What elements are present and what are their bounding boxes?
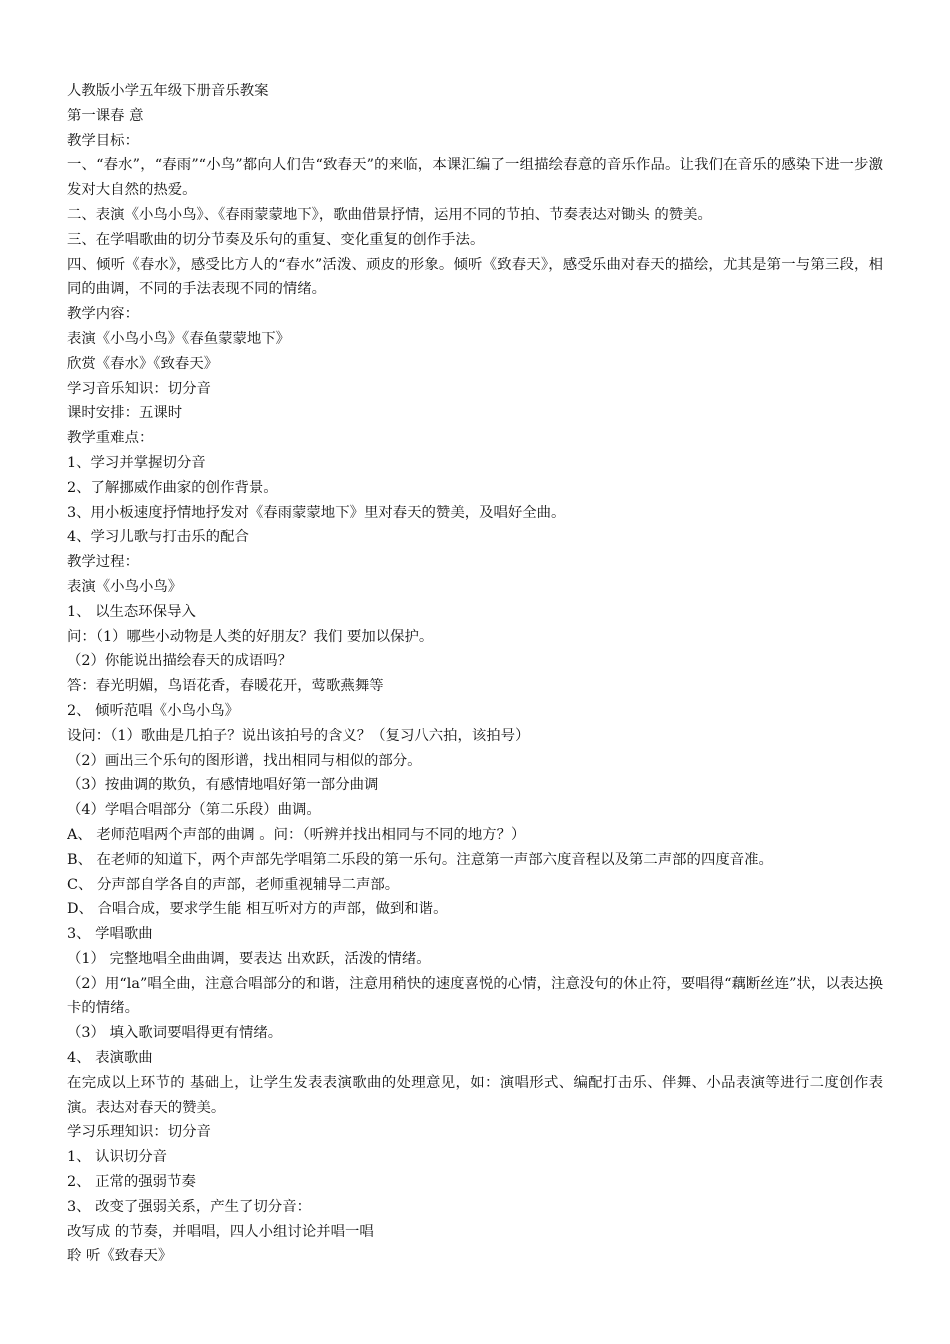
text-line: 1、学习并掌握切分音 [67,454,206,471]
text-line: 教学过程： [67,554,139,571]
text-line: 一、“春水”，“春雨”“小鸟”都向人们告“致春天”的来临，本课汇编了一组描绘春意的音乐作品。让我们在音乐的感染下进一步激发对大自然的热爱。 [67,157,883,199]
text-line: 4、学习儿歌与打击乐的配合 [67,529,249,546]
text-line: 问：（1）哪些小动物是人类的好朋友？我们 要加以保护。 [67,628,434,645]
text-line: 2、 倾听范唱《小鸟小鸟》 [67,702,240,719]
text-line: 学习乐理知识：切分音 [67,1124,211,1141]
text-line: 四、倾听《春水》，感受比方人的“春水”活泼、顽皮的形象。倾听《致春天》，感受乐曲对春天的描绘，尤其是第一与第三段，相同的曲调，不同的手法表现不同的情绪。 [67,256,883,298]
text-line: D、 合唱合成，要求学生能 相互听对方的声部，做到和谐。 [67,901,448,918]
text-line: （2）画出三个乐句的图形谱，找出相同与相似的部分。 [67,752,422,769]
text-line: 学习音乐知识：切分音 [67,380,211,397]
text-line: 教学重难点： [67,430,154,447]
text-line: 1、 以生态环保导入 [67,603,196,620]
text-line: （1） 完整地唱全曲曲调，要表达 出欢跃，活泼的情绪。 [67,950,431,967]
text-line: 三、在学唱歌曲的切分节奏及乐句的重复、变化重复的创作手法。 [67,231,485,248]
text-line: C、 分声部自学各自的声部，老师重视辅导二声部。 [67,876,400,893]
text-line: 二、表演《小鸟小鸟》、《春雨蒙蒙地下》，歌曲借景抒情，运用不同的节拍、节奏表达对锄头 的赞美。 [67,206,712,223]
text-line: 聆 听《致春天》 [67,1248,173,1265]
document-body [67,79,883,1269]
text-line: （2）用“la”唱全曲，注意合唱部分的和谐，注意用稍快的速度喜悦的心情，注意没句的休止符，要唱得“藕断丝连”状，以表达换卡的情绪。 [67,975,883,1017]
text-line: 设问：（1）歌曲是几拍子？说出该拍号的含义？（复习八六拍，该拍号） [67,727,530,744]
text-line: 欣赏《春水》《致春天》 [67,355,219,372]
text-line: 人教版小学五年级下册音乐教案 [67,83,269,99]
text-line: 教学内容： [67,306,139,323]
text-line: 表演《小鸟小鸟》 [67,578,183,595]
text-line: A、 老师范唱两个声部的曲调 。问：（听辨并找出相同与不同的地方？） [67,826,526,843]
text-line: 1、 认识切分音 [67,1149,168,1166]
text-line: 改写成 的节奏，并唱唱，四人小组讨论并唱一唱 [67,1223,374,1240]
text-line: （3） 填入歌词要唱得更有情绪。 [67,1025,283,1042]
text-line: 4、 表演歌曲 [67,1050,153,1067]
text-line: B、 在老师的知道下，两个声部先学唱第二乐段的第一乐句。注意第一声部六度音程以及第二声部的四度音准。 [67,851,773,868]
text-line: 表演《小鸟小鸟》《春鱼蒙蒙地下》 [67,330,291,347]
text-line: （3）按曲调的欺负，有感情地唱好第一部分曲调 [67,777,379,794]
text-line: 教学目标： [67,132,139,149]
text-line: 2、了解挪威作曲家的创作背景。 [67,479,278,496]
text-line: （2）你能说出描绘春天的成语吗？ [67,653,293,670]
text-line: 第一课春 意 [67,107,144,124]
text-line: 在完成以上环节的 基础上，让学生发表表演歌曲的处理意见，如：演唱形式、编配打击乐、伴舞、小品表演等进行二度创作表演。表达对春天的赞美。 [67,1074,883,1116]
text-line: 3、用小板速度抒情地抒发对《春雨蒙蒙地下》里对春天的赞美，及唱好全曲。 [67,504,566,521]
text-line: 课时安排：五课时 [67,405,183,422]
text-line: 2、 正常的强弱节奏 [67,1174,196,1191]
text-line: 答：春光明媚，鸟语花香，春暖花开，莺歌燕舞等 [67,678,384,695]
text-line: 3、 改变了强弱关系，产生了切分音： [67,1198,311,1215]
text-line: 3、 学唱歌曲 [67,926,153,943]
text-line: （4）学唱合唱部分（第二乐段）曲调。 [67,802,321,819]
